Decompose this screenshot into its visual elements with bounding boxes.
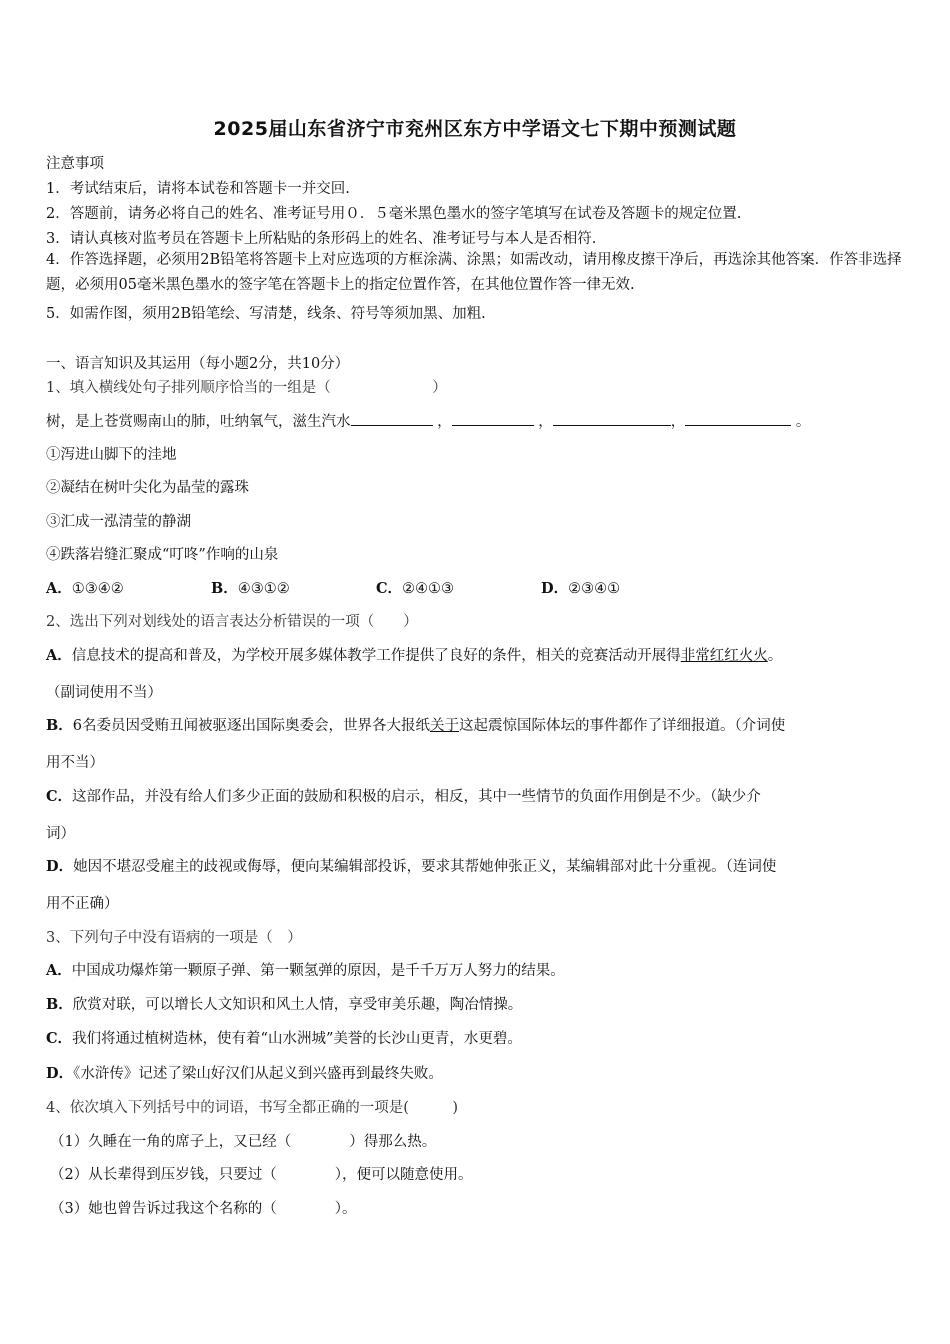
q1-options [46,577,620,598]
q1-item-3: ③汇成一泓清莹的静湖 [46,514,191,530]
q1-sentence [46,410,810,431]
q4-item-3: （3）她也曾告诉过我这个名称的（ ）。 [50,1201,357,1217]
q3-option-a[interactable]: A．中国成功爆炸第一颗原子弹、第一颗氢弹的原因，是千千万万人努力的结果。 [46,962,565,979]
notice-item-3: 3．请认真核对监考员在答题卡上所粘贴的条形码上的姓名、准考证号与本人是否相符. [46,231,597,247]
q4-item-2: （2）从长辈得到压岁钱，只要过（ ），便可以随意使用。 [50,1167,473,1183]
fill-blank [452,411,534,426]
notice-item-1: 1．考试结束后，请将本试卷和答题卡一并交回. [46,181,350,197]
q3-option-c[interactable]: C．我们将通过植树造林，使有着“山水洲城”美誉的长沙山更青，水更碧。 [46,1030,522,1047]
q1-option-c[interactable]: C．②④①③ [376,580,455,597]
q2-option-b[interactable]: B．6名委员因受贿丑闻被驱逐出国际奥委会，世界各大报纸关于这起震惊国际体坛的事件都作了详细报道。（介词使 [46,717,786,734]
q2-option-c[interactable]: C．这部作品，并没有给人们多少正面的鼓励和积极的启示，相反，其中一些情节的负面作用倒是不少。（缺少介 [46,788,761,805]
q3-option-d[interactable]: D．《水浒传》记述了梁山好汉们从起义到兴盛再到最终失败。 [46,1065,443,1082]
fill-blank [685,411,791,426]
notice-item-5: 5．如需作图，须用2B铅笔绘、写清楚，线条、符号等须加黑、加粗. [46,306,486,322]
q4-stem: 4、依次填入下列括号中的词语，书写全都正确的一项是( ) [46,1100,459,1116]
q1-item-2: ②凝结在树叶尖化为晶莹的露珠 [46,480,249,496]
q2-option-d-note: 用不正确） [46,896,119,912]
fill-blank [351,411,433,426]
q1-option-d[interactable]: D．②③④① [541,580,621,597]
q2-option-a[interactable]: A．信息技术的提高和普及，为学校开展多媒体教学工作提供了良好的条件，相关的竞赛活动开展得非常红红火火。 [46,647,783,664]
separator: ， [437,414,452,430]
underlined-phrase: 非常红红火火 [680,648,768,664]
separator: ， [538,414,553,430]
q2-option-c-note: 词） [46,826,75,842]
q1-stem: 1、填入横线处句子排列顺序恰当的一组是（ ） [46,380,447,396]
fill-blank [553,411,671,426]
q1-option-b[interactable]: B．④③①② [211,580,290,597]
q3-stem: 3、下列句子中没有语病的一项是（ ） [46,930,302,946]
separator: ， [670,414,686,430]
sentence-end: 。 [795,414,811,430]
notice-item-2: 2．答题前，请务必将自己的姓名、准考证号用０．５毫米黑色墨水的签字笔填写在试卷及答题卡的规定位置. [46,206,742,222]
notice-item-4: 4．作答选择题，必须用2B铅笔将答题卡上对应选项的方框涂满、涂黑；如需改动，请用橡皮擦干净后，再选涂其他答案．作答非选择题，必须用05毫米黑色墨水的签字笔在答题卡上的指定位置作答，在其他位置作答一律无效. [46,252,902,293]
underlined-phrase: 关于 [430,718,459,734]
notice-heading: 注意事项 [46,156,104,172]
q2-option-a-note: （副词使用不当） [46,685,162,701]
q1-sentence-prefix: 树，是上苍赏赐南山的肺，吐纳氧气，滋生汽水 [46,414,351,430]
q4-item-1: （1）久睡在一角的席子上，又已经（ ）得那么热。 [50,1134,437,1150]
q1-item-4: ④跌落岩缝汇聚成“叮咚”作响的山泉 [46,547,279,563]
section-heading: 一、语言知识及其运用（每小题2分，共10分） [46,356,350,372]
q2-option-d[interactable]: D．她因不堪忍受雇主的歧视或侮辱，便向某编辑部投诉，要求其帮她伸张正义，某编辑部对此十分重视。（连词使 [46,858,777,875]
page-title: 2025届山东省济宁市兖州区东方中学语文七下期中预测试题 [213,118,737,140]
q2-option-b-note: 用不当） [46,755,104,771]
q3-option-b[interactable]: B．欣赏对联，可以增长人文知识和风土人情，享受审美乐趣，陶冶情操。 [46,996,523,1013]
q1-option-a[interactable]: A．①③④② [46,580,124,597]
q2-stem: 2、选出下列对划线处的语言表达分析错误的一项（ ） [46,614,418,630]
q1-item-1: ①泻进山脚下的洼地 [46,447,177,463]
